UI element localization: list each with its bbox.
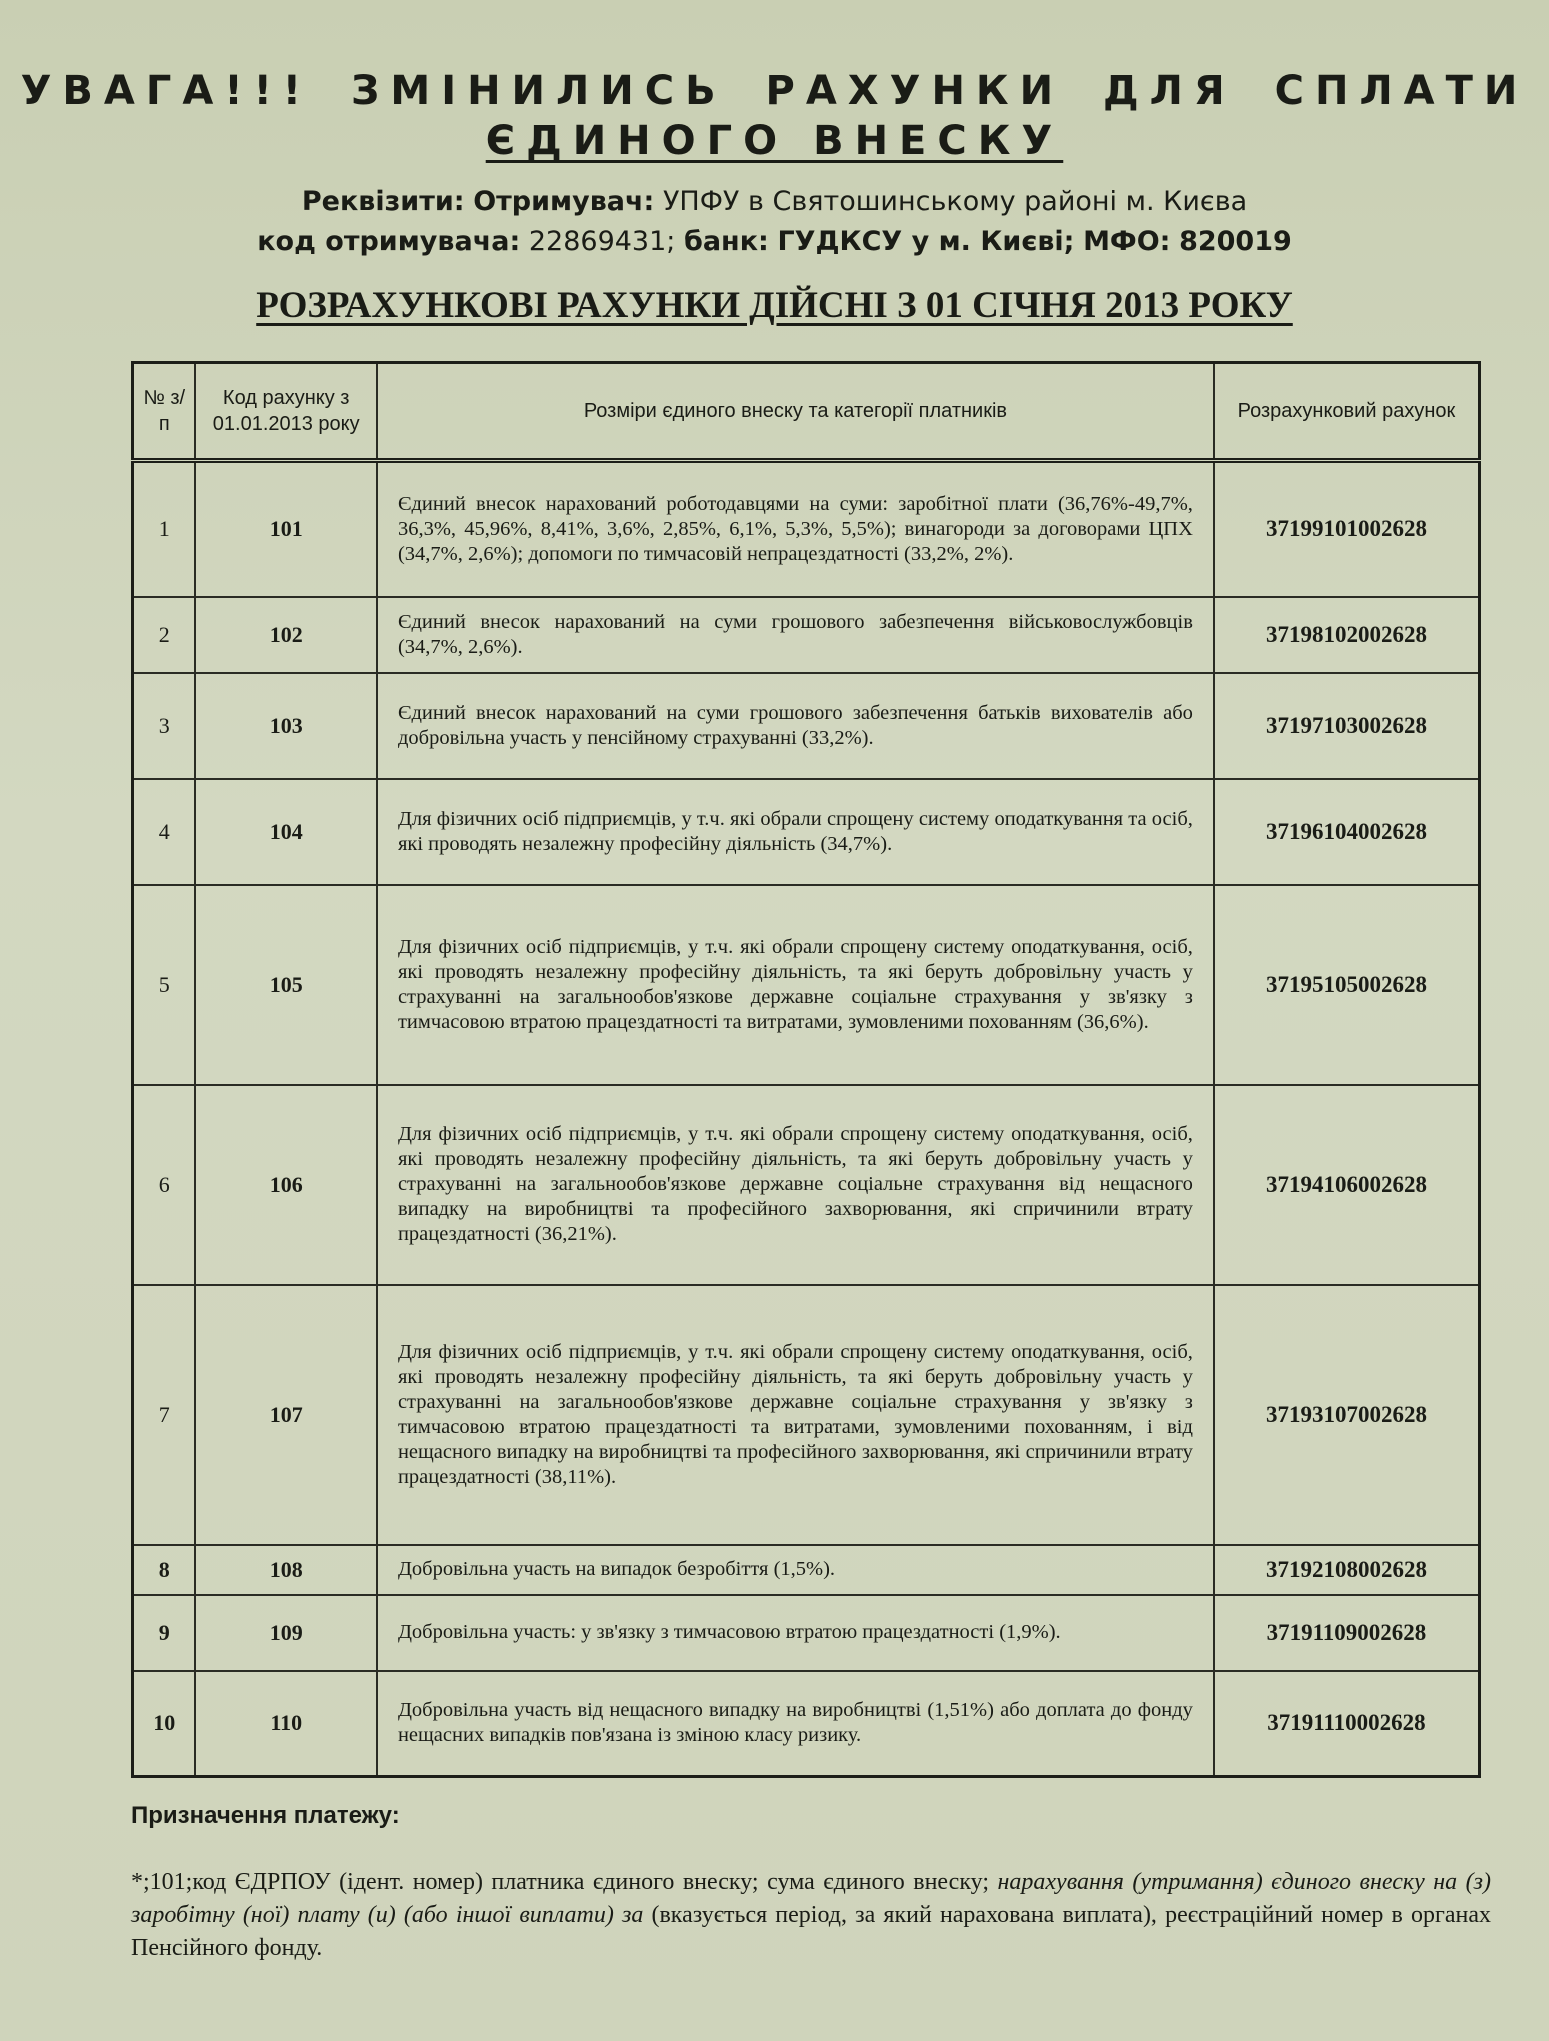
- accounts-table: [131, 361, 1481, 1778]
- row-code: 101: [195, 461, 376, 597]
- row-num: 6: [133, 1085, 196, 1285]
- row-num: 1: [133, 461, 196, 597]
- row-account: 37191109002628: [1214, 1595, 1480, 1671]
- row-num: 3: [133, 673, 196, 779]
- row-num: 2: [133, 597, 196, 673]
- header-num: № з/п: [133, 363, 196, 461]
- recipient-label: Отримувач:: [473, 186, 655, 217]
- recipient-code-label: код отримувача:: [257, 226, 521, 257]
- table-row: [133, 597, 1480, 673]
- header-code: Код рахунку з 01.01.2013 року: [195, 363, 376, 461]
- row-account: 37195105002628: [1214, 885, 1480, 1085]
- row-account: 37197103002628: [1214, 673, 1480, 779]
- notice-title: УВАГА!!! ЗМІНИЛИСЬ РАХУНКИ ДЛЯ СПЛАТИ: [20, 68, 1529, 114]
- row-code: 105: [195, 885, 376, 1085]
- row-code: 104: [195, 779, 376, 885]
- header-account: Розрахунковий рахунок: [1214, 363, 1480, 461]
- table-row: [133, 1671, 1480, 1777]
- requisites-recipient-line: [0, 186, 1549, 217]
- row-code: 110: [195, 1671, 376, 1777]
- row-num: 10: [133, 1671, 196, 1777]
- row-code: 107: [195, 1285, 376, 1545]
- row-num: 4: [133, 779, 196, 885]
- notice-title-second-line: [0, 118, 1549, 164]
- row-num: 8: [133, 1545, 196, 1595]
- table-header-row: [133, 363, 1480, 461]
- header-description: Розміри єдиного внеску та категорії платників: [377, 363, 1214, 461]
- requisites-label: Реквізити:: [301, 186, 465, 217]
- table-row: [133, 1085, 1480, 1285]
- purpose-text-suffix: (вказується період, за який нарахована виплата), реєстраційний номер в органах Пенсійного фонду.: [131, 1902, 1491, 1961]
- recipient-code-value: 22869431;: [528, 226, 676, 257]
- table-row: [133, 1595, 1480, 1671]
- mfo-value: 820019: [1179, 226, 1292, 257]
- table-row: [133, 885, 1480, 1085]
- row-account: 37192108002628: [1214, 1545, 1480, 1595]
- row-code: 103: [195, 673, 376, 779]
- purpose-text-italic: нарахування (утримання) єдиного внеску на (з) заробітну (ної) плату (и) (або іншої виплати) за: [131, 1869, 1492, 1928]
- row-code: 108: [195, 1545, 376, 1595]
- table-row: [133, 779, 1480, 885]
- table-row: [133, 1545, 1480, 1595]
- row-code: 106: [195, 1085, 376, 1285]
- row-num: 7: [133, 1285, 196, 1545]
- row-account: 37193107002628: [1214, 1285, 1480, 1545]
- row-description: Єдиний внесок нарахований на суми грошового забезпечення батьків вихователів або добровільна участь у пенсійному страхуванні (33,2%).: [377, 673, 1214, 779]
- payment-purpose-title: Призначення платежу:: [131, 1802, 400, 1829]
- row-description: Добровільна участь від нещасного випадку на виробництві (1,51%) або доплата до фонду нещасних випадків пов'язана із зміною класу ризику.: [377, 1671, 1214, 1777]
- table-row: [133, 673, 1480, 779]
- table-row: [133, 461, 1480, 597]
- mfo-label: МФО:: [1083, 226, 1171, 257]
- row-description: Єдиний внесок нарахований роботодавцями на суми: заробітної плати (36,76%-49,7%, 36,3%, 45,96%, 8,41%, 3,6%, 2,85%, 6,1%, 5,3%, 5,5%); винагороди за договорами ЦПХ (34,7%, 2,6%); допомоги по тимчасовій непрацездатності (33,2%, 2%).: [377, 461, 1214, 597]
- notice-title-underlined: ЄДИНОГО ВНЕСКУ: [485, 118, 1064, 164]
- requisites-bank-line: [0, 226, 1549, 257]
- accounts-subtitle-text: РОЗРАХУНКОВІ РАХУНКИ ДІЙСНІ З 01 СІЧНЯ 2013 РОКУ: [256, 285, 1293, 326]
- row-account: 37191110002628: [1214, 1671, 1480, 1777]
- row-description: Для фізичних осіб підприємців, у т.ч. які обрали спрощену систему оподаткування, осіб, які проводять незалежну професійну діяльність, та які беруть добровільну участь у страхуванні на загальнообов'язкове державне соціальне страхування у зв'язку з тимчасовою втратою працездатності та витратами, зумовленими похованням (36,6%).: [377, 885, 1214, 1085]
- bank-label: банк:: [683, 226, 769, 257]
- row-description: Добровільна участь на випадок безробіття (1,5%).: [377, 1545, 1214, 1595]
- row-account: 37194106002628: [1214, 1085, 1480, 1285]
- bank-value: ГУДКСУ у м. Києві;: [777, 226, 1075, 257]
- row-description: Добровільна участь: у зв'язку з тимчасовою втратою працездатності (1,9%).: [377, 1595, 1214, 1671]
- accounts-subtitle: [0, 284, 1549, 327]
- row-code: 102: [195, 597, 376, 673]
- row-num: 5: [133, 885, 196, 1085]
- purpose-text-prefix: *;101;код ЄДРПОУ (ідент. номер) платника єдиного внеску; сума єдиного внеску;: [131, 1869, 998, 1895]
- table-row: [133, 1285, 1480, 1545]
- row-description: Для фізичних осіб підприємців, у т.ч. які обрали спрощену систему оподаткування, осіб, які проводять незалежну професійну діяльність, та які беруть добровільну участь у страхуванні на загальнообов'язкове державне соціальне страхування у зв'язку з тимчасовою втратою працездатності та витратами, зумовленими похованням, і від нещасного випадку на виробництві та професійного захворювання, які спричинили втрату працездатності (38,11%).: [377, 1285, 1214, 1545]
- row-description: Для фізичних осіб підприємців, у т.ч. які обрали спрощену систему оподаткування, осіб, які проводять незалежну професійну діяльність, та які беруть добровільну участь у страхуванні на загальнообов'язкове державне соціальне страхування від нещасного випадку на виробництві та професійного захворювання, які спричинили втрату працездатності (36,21%).: [377, 1085, 1214, 1285]
- row-description: Для фізичних осіб підприємців, у т.ч. які обрали спрощену систему оподаткування та осіб, які проводять незалежну професійну діяльність (34,7%).: [377, 779, 1214, 885]
- row-account: 37198102002628: [1214, 597, 1480, 673]
- payment-purpose-text: [131, 1866, 1491, 1965]
- row-num: 9: [133, 1595, 196, 1671]
- row-account: 37196104002628: [1214, 779, 1480, 885]
- row-account: 37199101002628: [1214, 461, 1480, 597]
- row-code: 109: [195, 1595, 376, 1671]
- recipient-value: УПФУ в Святошинському районі м. Києва: [662, 186, 1248, 217]
- row-description: Єдиний внесок нарахований на суми грошового забезпечення військовослужбовців (34,7%, 2,6%).: [377, 597, 1214, 673]
